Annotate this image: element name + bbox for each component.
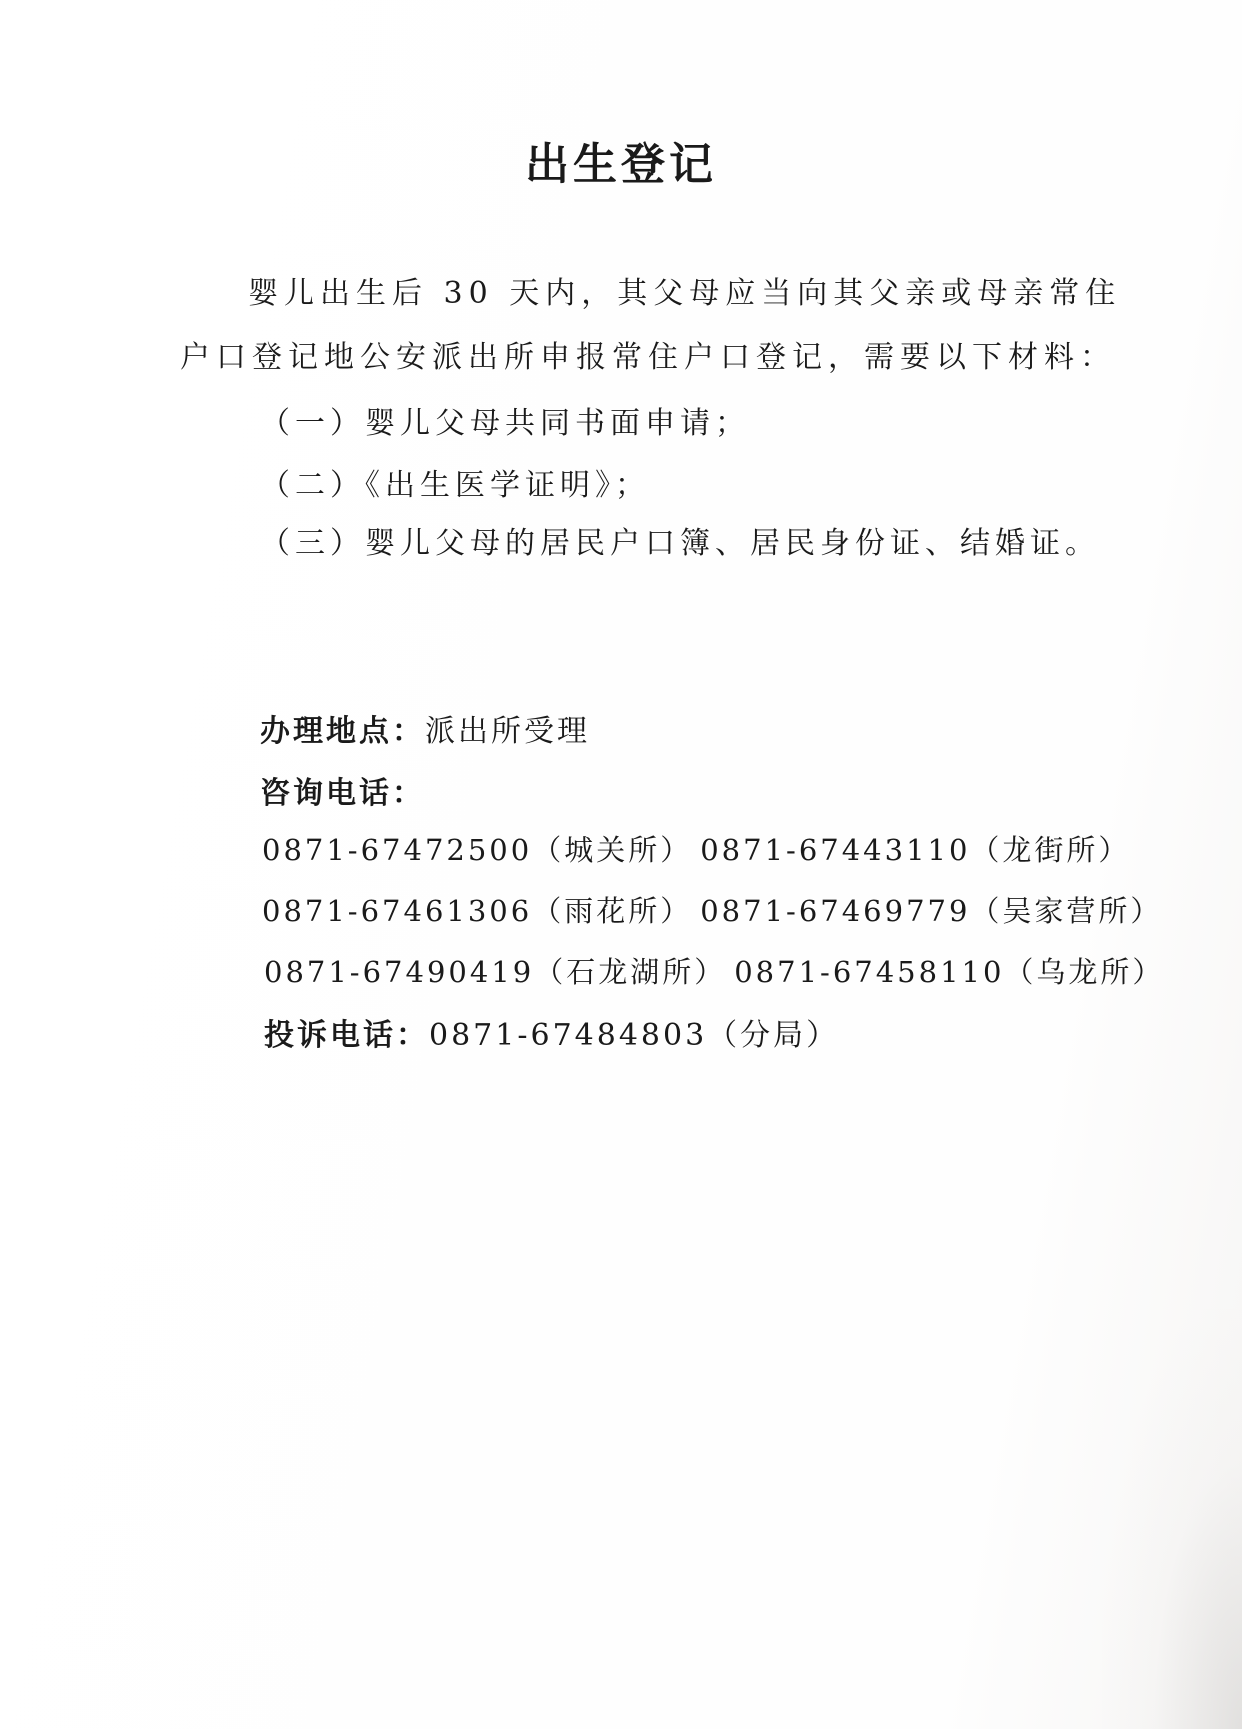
material-item: （三）婴儿父母的居民户口簿、居民身份证、结婚证。 [260, 526, 1100, 561]
material-item: （二）《出生医学证明》； [260, 468, 650, 503]
phone-entry: 0871-67490419（石龙湖所） [264, 955, 727, 989]
phone-row [262, 828, 1130, 869]
location-line [260, 706, 590, 750]
phone-entry: 0871-67458110（乌龙所） [734, 955, 1165, 989]
intro-line-2: 户口登记地公安派出所申报常住户口登记，需要以下材料： [180, 340, 1116, 375]
phone-entry: 0871-67472500（城关所） [262, 833, 693, 867]
phone-entry: 0871-67461306（雨花所） [262, 894, 693, 928]
consult-label: 咨询电话： [260, 776, 425, 811]
material-item: （一）婴儿父母共同书面申请； [260, 406, 750, 441]
phone-row [264, 950, 1164, 991]
page-shadow [1102, 1309, 1242, 1729]
location-value: 派出所受理 [425, 714, 590, 749]
phone-entry: 0871-67443110（龙街所） [700, 833, 1131, 867]
document-title: 出生登记 [525, 139, 717, 190]
intro-line-1: 婴儿出生后 30 天内，其父母应当向其父亲或母亲常住 [248, 276, 1122, 311]
complaint-value: 0871-67484803（分局） [429, 1018, 840, 1053]
complaint-line [264, 1010, 839, 1054]
phone-entry: 0871-67469779（吴家营所） [700, 894, 1163, 928]
location-label: 办理地点： [260, 714, 425, 749]
phone-row [262, 889, 1162, 930]
complaint-label: 投诉电话： [264, 1018, 429, 1053]
consult-heading [260, 768, 425, 812]
